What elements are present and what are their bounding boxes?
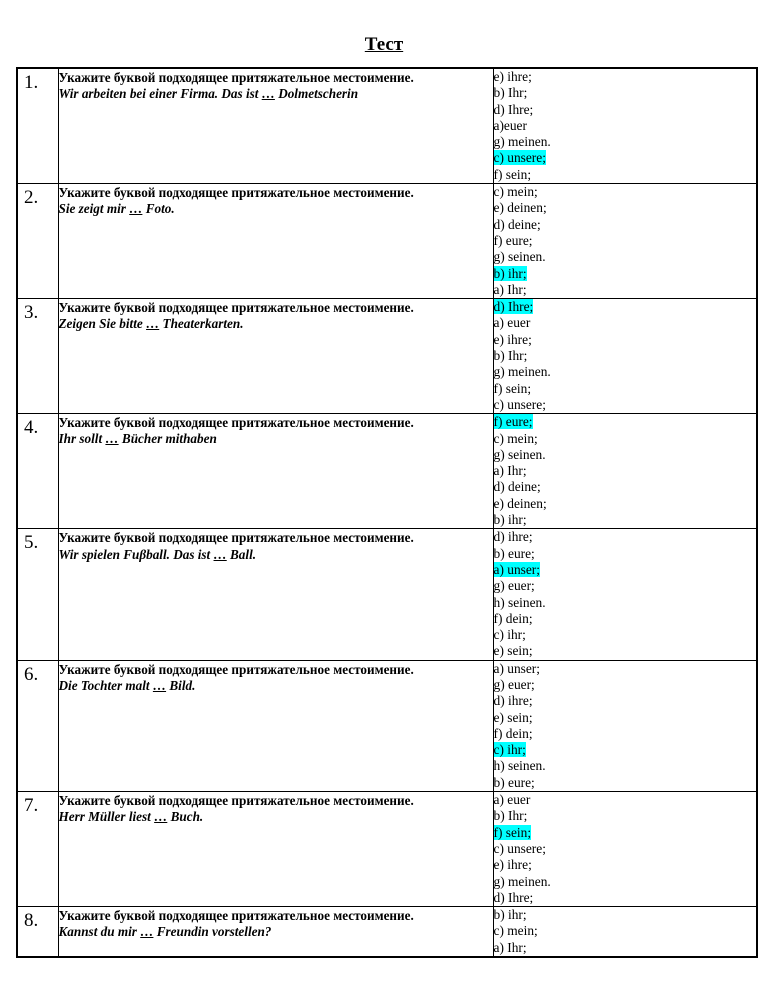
question-sentence: [59, 431, 493, 447]
question-sentence: [59, 316, 493, 332]
question-row: [17, 414, 757, 529]
question-text-cell: [58, 529, 493, 660]
sentence-blank: …: [213, 546, 227, 562]
answer-options-cell: [493, 184, 757, 299]
answer-option-text: b) Ihr;: [493, 808, 528, 824]
question-row: [17, 660, 757, 791]
answer-option-text: c) ihr;: [493, 627, 526, 643]
answer-option-text: a) euer: [493, 792, 531, 808]
answer-option-text: b) eure;: [493, 545, 535, 561]
answer-option-text: f) sein;: [493, 380, 532, 396]
answer-option: [494, 940, 757, 956]
answer-option: [494, 661, 757, 677]
answer-option: [494, 775, 757, 791]
highlighted-answer: a) unser;: [493, 561, 540, 577]
question-number: 6.: [24, 663, 39, 685]
answer-option-text: b) eure;: [493, 774, 535, 790]
answer-option: [494, 677, 757, 693]
question-number-cell: [17, 907, 58, 957]
answer-option: [494, 447, 757, 463]
answer-option: [494, 742, 757, 758]
question-row: [17, 792, 757, 907]
answer-option: [494, 643, 757, 659]
answer-option: [494, 233, 757, 249]
sentence-before-blank: Kannst du mir: [58, 924, 141, 940]
answer-option: [494, 463, 757, 479]
answer-option-text: d) Ihre;: [493, 101, 534, 117]
question-number: 7.: [24, 795, 39, 817]
answer-option: [494, 578, 757, 594]
sentence-after-blank: Ball.: [226, 546, 257, 562]
answer-option: [494, 69, 757, 85]
answer-options-cell: [493, 792, 757, 907]
question-sentence: [59, 201, 493, 217]
test-table: [16, 67, 758, 958]
answer-option-text: d) ihre;: [493, 693, 533, 709]
answer-option: [494, 217, 757, 233]
answer-option: [494, 595, 757, 611]
answer-option: [494, 627, 757, 643]
question-sentence: [59, 547, 493, 563]
answer-option: [494, 808, 757, 824]
answer-option: [494, 200, 757, 216]
question-row: [17, 184, 757, 299]
answer-options-cell: [493, 907, 757, 957]
question-sentence: [59, 678, 493, 694]
answer-option: [494, 529, 757, 545]
question-instruction: Укажите буквой подходящее притяжательное местоимение.: [58, 530, 414, 546]
sentence-before-blank: Herr Müller liest: [58, 809, 155, 825]
answer-option-text: h) seinen.: [493, 758, 546, 774]
question-text-cell: [58, 68, 493, 184]
question-number-cell: [17, 529, 58, 660]
answer-option-text: d) deine;: [493, 216, 541, 232]
answer-option: [494, 546, 757, 562]
answer-option: [494, 825, 757, 841]
sentence-after-blank: Buch.: [167, 809, 204, 825]
question-number-cell: [17, 660, 58, 791]
highlighted-answer: c) unsere;: [493, 150, 546, 166]
highlighted-answer: d) Ihre;: [493, 299, 534, 315]
question-instruction: Укажите буквой подходящее притяжательное местоимение.: [58, 185, 414, 201]
answer-option-text: f) dein;: [493, 725, 533, 741]
sentence-blank: …: [105, 431, 119, 447]
answer-option: [494, 102, 757, 118]
answer-option: [494, 118, 757, 134]
answer-option: [494, 134, 757, 150]
answer-option: [494, 611, 757, 627]
answer-option-text: e) sein;: [493, 709, 533, 725]
answer-option-text: c) mein;: [493, 184, 538, 200]
question-sentence: [59, 809, 493, 825]
sentence-blank: …: [261, 86, 275, 102]
question-sentence: [59, 86, 493, 102]
sentence-before-blank: Wir arbeiten bei einer Firma. Das ist: [58, 86, 262, 102]
answer-option-text: e) ihre;: [493, 857, 532, 873]
question-text-cell: [58, 792, 493, 907]
sentence-before-blank: Die Tochter malt: [58, 677, 153, 693]
question-row: [17, 299, 757, 414]
answer-option: [494, 874, 757, 890]
sentence-after-blank: Theaterkarten.: [159, 316, 244, 332]
question-text-cell: [58, 660, 493, 791]
answer-option-text: a) Ihr;: [493, 463, 527, 479]
answer-option: [494, 315, 757, 331]
answer-option: [494, 479, 757, 495]
question-number: 2.: [24, 187, 39, 209]
answer-options-cell: [493, 529, 757, 660]
answer-option-text: h) seinen.: [493, 594, 546, 610]
answer-option-text: d) deine;: [493, 479, 541, 495]
answer-option-text: c) unsere;: [493, 396, 546, 412]
answer-option: [494, 923, 757, 939]
question-number-cell: [17, 68, 58, 184]
answer-option: [494, 496, 757, 512]
question-instruction: Укажите буквой подходящее притяжательное местоимение.: [58, 793, 414, 809]
answer-options-cell: [493, 68, 757, 184]
sentence-after-blank: Bild.: [166, 677, 196, 693]
answer-option-text: f) eure;: [493, 232, 533, 248]
answer-option-text: a) unser;: [493, 660, 540, 676]
answer-option: [494, 710, 757, 726]
question-instruction: Укажите буквой подходящее притяжательное местоимение.: [58, 70, 414, 85]
question-number-cell: [17, 299, 58, 414]
sentence-blank: …: [154, 809, 168, 825]
question-number-cell: [17, 792, 58, 907]
question-number: 5.: [24, 532, 39, 554]
question-number: 3.: [24, 302, 39, 324]
question-number: 8.: [24, 910, 39, 932]
answer-option-text: f) sein;: [493, 166, 532, 182]
answer-option: [494, 890, 757, 906]
answer-options-cell: [493, 660, 757, 791]
question-sentence: [59, 924, 493, 940]
question-instruction: Укажите буквой подходящее притяжательное местоимение.: [58, 300, 414, 316]
answer-option-text: d) ihre;: [493, 529, 533, 545]
answer-option: [494, 758, 757, 774]
answer-option-text: e) deinen;: [493, 200, 547, 216]
sentence-blank: …: [129, 201, 143, 217]
answer-option: [494, 792, 757, 808]
answer-option-text: e) ihre;: [493, 331, 532, 347]
answer-option-text: a)euer: [493, 117, 527, 133]
question-text-cell: [58, 414, 493, 529]
answer-option: [494, 381, 757, 397]
question-number: 4.: [24, 417, 39, 439]
answer-option-text: g) meinen.: [493, 873, 551, 889]
highlighted-answer: c) ihr;: [493, 742, 526, 758]
question-instruction: Укажите буквой подходящее притяжательное местоимение.: [58, 661, 414, 677]
answer-option: [494, 907, 757, 923]
answer-option: [494, 693, 757, 709]
answer-option: [494, 348, 757, 364]
answer-option-text: c) mein;: [493, 430, 538, 446]
sentence-blank: …: [146, 316, 160, 332]
sentence-before-blank: Zeigen Sie bitte: [58, 316, 147, 332]
answer-option-text: c) unsere;: [493, 840, 546, 856]
answer-option: [494, 414, 757, 430]
answer-option-text: e) deinen;: [493, 495, 547, 511]
question-row: [17, 529, 757, 660]
question-text-cell: [58, 299, 493, 414]
question-number-cell: [17, 184, 58, 299]
answer-option: [494, 150, 757, 166]
answer-option-text: c) mein;: [493, 923, 538, 939]
answer-option-text: a) euer: [493, 315, 531, 331]
sentence-after-blank: Foto.: [142, 201, 175, 217]
answer-option-text: g) seinen.: [493, 446, 546, 462]
answer-option-text: b) Ihr;: [493, 85, 528, 101]
question-text-cell: [58, 184, 493, 299]
answer-option-text: a) Ihr;: [493, 939, 527, 955]
answer-option: [494, 249, 757, 265]
sentence-blank: …: [152, 677, 167, 693]
answer-option: [494, 266, 757, 282]
answer-option: [494, 841, 757, 857]
answer-option-text: d) Ihre;: [493, 889, 534, 905]
answer-option-text: a) Ihr;: [493, 281, 527, 297]
question-row: [17, 907, 757, 957]
answer-option: [494, 397, 757, 413]
answer-option: [494, 431, 757, 447]
answer-option: [494, 282, 757, 298]
sentence-before-blank: Ihr sollt: [58, 431, 106, 447]
answer-option: [494, 364, 757, 380]
answer-option: [494, 857, 757, 873]
sentence-before-blank: Sie zeigt mir: [58, 201, 130, 217]
question-text-cell: [58, 907, 493, 957]
sentence-after-blank: Freundin vorstellen?: [153, 924, 272, 940]
answer-option-text: g) euer;: [493, 676, 535, 692]
answer-option-text: e) ihre;: [493, 69, 532, 84]
page-title: Тест: [364, 34, 404, 55]
question-number-cell: [17, 414, 58, 529]
answer-option-text: g) euer;: [493, 578, 535, 594]
question-instruction: Укажите буквой подходящее притяжательное местоимение.: [58, 908, 414, 924]
highlighted-answer: b) ihr;: [493, 265, 527, 281]
answer-option: [494, 85, 757, 101]
answer-option-text: g) meinen.: [493, 134, 551, 150]
answer-option: [494, 726, 757, 742]
question-instruction: Укажите буквой подходящее притяжательное местоимение.: [58, 415, 414, 431]
sentence-blank: …: [140, 924, 154, 940]
answer-option: [494, 184, 757, 200]
sentence-after-blank: Dolmetscherin: [274, 86, 359, 102]
answer-options-cell: [493, 414, 757, 529]
answer-option-text: e) sein;: [493, 643, 533, 659]
sentence-after-blank: Bücher mithaben: [118, 431, 217, 447]
highlighted-answer: f) eure;: [493, 414, 533, 430]
answer-option: [494, 167, 757, 183]
answer-option-text: b) ihr;: [493, 907, 527, 923]
answer-option: [494, 299, 757, 315]
question-row: [17, 68, 757, 184]
question-number: 1.: [24, 72, 39, 93]
answer-option-text: g) meinen.: [493, 364, 551, 380]
answer-option-text: f) dein;: [493, 610, 533, 626]
answer-option: [494, 562, 757, 578]
answer-option-text: b) ihr;: [493, 512, 527, 528]
sentence-before-blank: Wir spielen Fuβball. Das ist: [58, 546, 214, 562]
answer-option: [494, 512, 757, 528]
answer-option-text: b) Ihr;: [493, 348, 528, 364]
answer-option: [494, 332, 757, 348]
answer-options-cell: [493, 299, 757, 414]
highlighted-answer: f) sein;: [493, 824, 532, 840]
answer-option-text: g) seinen.: [493, 249, 546, 265]
